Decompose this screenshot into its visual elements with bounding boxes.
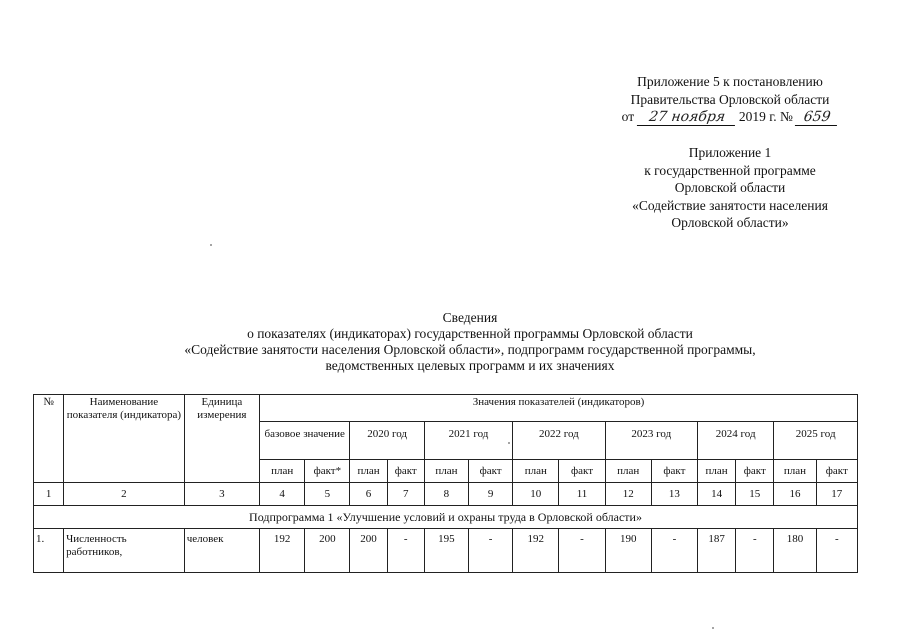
cell-2025-plan: 180 <box>774 529 816 573</box>
header-year-2022: 2022 год <box>513 422 605 460</box>
header-num: № <box>34 395 64 483</box>
handwritten-date: 27 ноября <box>636 110 736 126</box>
header-fact: факт <box>736 460 774 483</box>
cell-2021-plan: 195 <box>424 529 468 573</box>
scan-speck <box>210 244 212 246</box>
appendix-5-block <box>600 73 860 126</box>
cell-2024-fact: - <box>736 529 774 573</box>
column-number: 16 <box>774 483 816 506</box>
appendix-5-line1: Приложение 5 к постановлению <box>637 74 823 89</box>
column-number: 17 <box>816 483 857 506</box>
column-number: 2 <box>64 483 185 506</box>
cell-2021-fact: - <box>469 529 513 573</box>
column-number: 9 <box>469 483 513 506</box>
column-numbers-row <box>34 483 858 506</box>
header-fact: факт <box>387 460 424 483</box>
row-unit: человек <box>184 529 259 573</box>
column-number: 5 <box>305 483 350 506</box>
column-number: 10 <box>513 483 559 506</box>
column-number: 12 <box>605 483 651 506</box>
heading-line4: ведомственных целевых программ и их значениях <box>325 358 615 373</box>
cell-2022-plan: 192 <box>513 529 559 573</box>
column-number: 7 <box>387 483 424 506</box>
header-unit: Единица измерения <box>184 395 259 483</box>
header-plan: план <box>424 460 468 483</box>
subprogram-row <box>34 506 858 529</box>
column-number: 8 <box>424 483 468 506</box>
header-plan: план <box>774 460 816 483</box>
cell-2023-fact: - <box>651 529 697 573</box>
header-fact: факт <box>651 460 697 483</box>
date-prefix: от <box>621 109 635 124</box>
appendix-1-line2: к государственной программе <box>644 162 816 178</box>
column-number: 11 <box>559 483 605 506</box>
cell-base-fact: 200 <box>305 529 350 573</box>
document-heading <box>100 310 840 374</box>
cell-2024-plan: 187 <box>698 529 736 573</box>
header-plan: план <box>698 460 736 483</box>
header-year-2025: 2025 год <box>774 422 858 460</box>
header-year-2021: 2021 год <box>424 422 512 460</box>
header-fact: факт <box>559 460 605 483</box>
row-indicator-name: Численность работников, <box>64 529 185 573</box>
header-year-2023: 2023 год <box>605 422 697 460</box>
appendix-1-block <box>600 144 860 232</box>
column-number: 15 <box>736 483 774 506</box>
column-number: 6 <box>350 483 387 506</box>
column-number: 4 <box>260 483 305 506</box>
cell-2022-fact: - <box>559 529 605 573</box>
cell-2020-fact: - <box>387 529 424 573</box>
column-number: 3 <box>184 483 259 506</box>
column-number: 13 <box>651 483 697 506</box>
column-number: 1 <box>34 483 64 506</box>
handwritten-number: 659 <box>795 110 839 126</box>
indicators-table <box>33 394 858 573</box>
cell-2025-fact: - <box>816 529 857 573</box>
cell-2023-plan: 190 <box>605 529 651 573</box>
header-indicator-name: Наименование показателя (индикатора) <box>64 395 185 483</box>
header-year-2024: 2024 год <box>698 422 774 460</box>
header-plan: план <box>513 460 559 483</box>
header-base-value: базовое значение <box>260 422 350 460</box>
header-plan: план <box>605 460 651 483</box>
header-plan: план <box>260 460 305 483</box>
appendix-1-line1: Приложение 1 <box>688 145 772 160</box>
scan-speck <box>508 442 510 444</box>
table-row <box>34 529 858 573</box>
heading-line1: Сведения <box>442 310 498 325</box>
appendix-5-date-line <box>600 108 860 126</box>
appendix-5-line2: Правительства Орловской области <box>630 91 830 107</box>
header-fact: факт <box>469 460 513 483</box>
column-number: 14 <box>698 483 736 506</box>
appendix-1-line4: «Содействие занятости населения <box>632 197 828 213</box>
cell-2020-plan: 200 <box>350 529 387 573</box>
header-fact: факт <box>816 460 857 483</box>
heading-line3: «Содействие занятости населения Орловской области», подпрограмм государственной программы, <box>184 342 756 357</box>
header-values: Значения показателей (индикаторов) <box>260 395 858 422</box>
cell-base-plan: 192 <box>260 529 305 573</box>
row-num: 1. <box>34 529 64 573</box>
year-text: 2019 г. № <box>738 109 793 124</box>
scan-speck <box>712 627 714 629</box>
appendix-1-line5: Орловской области» <box>671 215 789 230</box>
heading-line2: о показателях (индикаторах) государственной программы Орловской области <box>247 326 693 341</box>
header-plan: план <box>350 460 387 483</box>
header-fact-star: факт* <box>305 460 350 483</box>
subprogram-title: Подпрограмма 1 «Улучшение условий и охраны труда в Орловской области» <box>34 506 858 529</box>
header-year-2020: 2020 год <box>350 422 424 460</box>
appendix-1-line3: Орловской области <box>674 180 786 195</box>
